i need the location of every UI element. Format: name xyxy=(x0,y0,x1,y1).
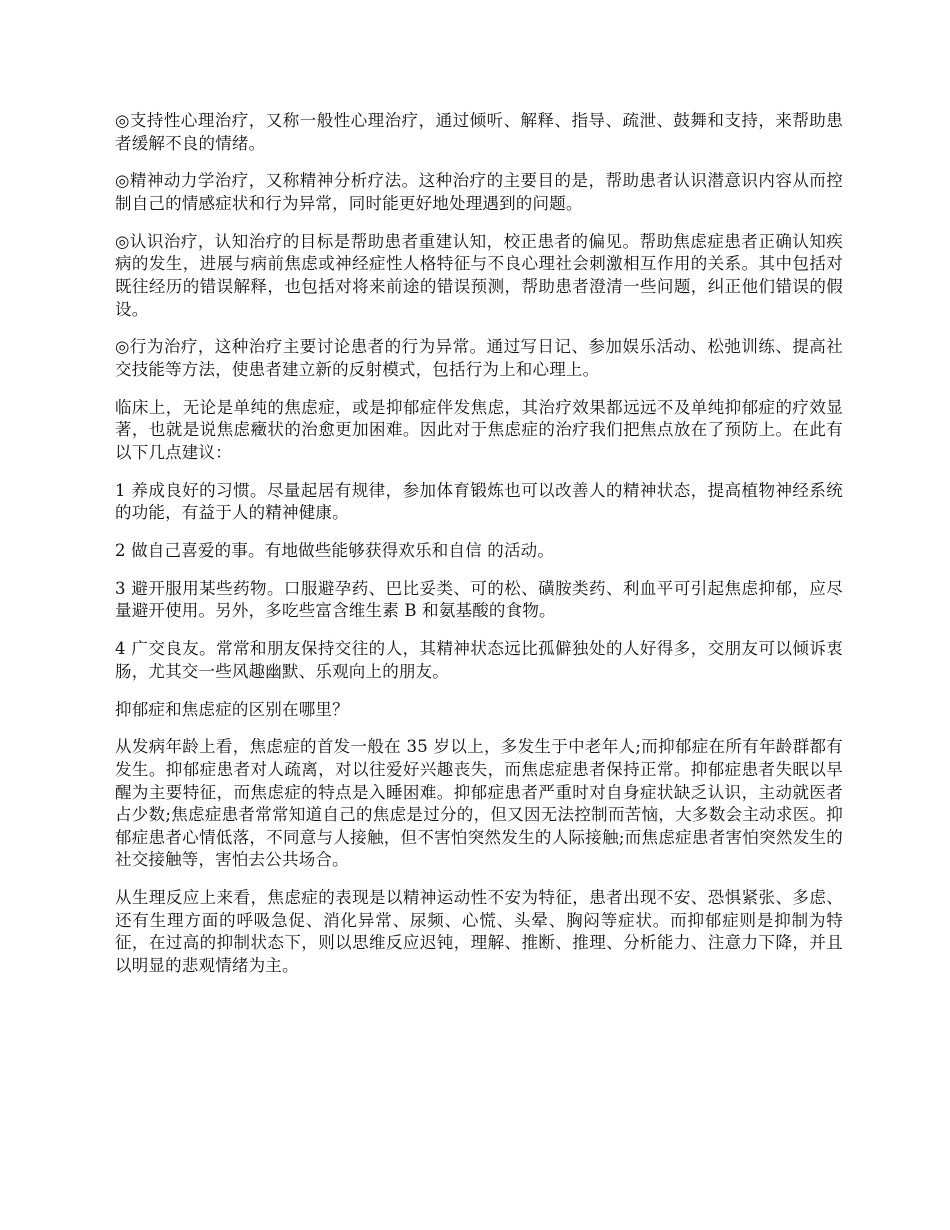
section-heading-difference: 抑郁症和焦虑症的区别在哪里？ xyxy=(115,699,349,719)
document-page xyxy=(115,110,843,993)
paragraph-clinical-prevention: 临床上，无论是单纯的焦虑症，或是抑郁症伴发焦虑，其治疗效果都远远不及单纯抑郁症的疗效显著，也就是说焦虑癥状的治愈更加困难。因此对于焦虑症的治疗我们把焦点放在了预防上。在此有以下几点建议： xyxy=(115,397,843,462)
paragraph-supportive-therapy: ◎支持性心理治疗，又称一般性心理治疗，通过倾听、解释、指导、疏泄、鼓舞和支持，来帮助患者缓解不良的情绪。 xyxy=(115,111,843,153)
paragraph-psychodynamic-therapy: ◎精神动力学治疗，又称精神分析疗法。这种治疗的主要目的是，帮助患者认识潜意识内容从而控制自己的情感症状和行为异常，同时能更好地处理遇到的问题。 xyxy=(115,171,843,213)
paragraph-tip-2: 2 做自己喜爱的事。有地做些能够获得欢乐和自信 的活动。 xyxy=(115,541,555,561)
paragraph-tip-1: 1 养成良好的习惯。尽量起居有规律，参加体育锻炼也可以改善人的精神状态，提高植物神经系统的功能，有益于人的精神健康。 xyxy=(115,480,843,523)
paragraph-onset-age: 从发病年龄上看，焦虑症的首发一般在 35 岁以上，多发生于中老年人;而抑郁症在所有年龄群都有发生。抑郁症患者对人疏离，对以往爱好兴趣丧失，而焦虑症患者保持正常。抑郁症患者失眠以早醒为主要特征，而焦虑症的特点是入睡困难。抑郁症患者严重时对自身症状缺乏认识，主动就医者占少数;焦虑症患者常常知道自己的焦虑是过分的，但又因无法控制而苦恼，大多数会主动求医。抑郁症患者心情低落，不同意与人接触，但不害怕突然发生的人际接触;而焦虑症患者害怕突然发生的社交接触等，害怕去公共场合。 xyxy=(115,737,843,870)
paragraph-tip-3: 3 避开服用某些药物。口服避孕药、巴比妥类、可的松、磺胺类药、利血平可引起焦虑抑郁，应尽量避开使用。另外，多吃些富含维生素 B 和氨基酸的食物。 xyxy=(115,578,843,621)
paragraph-tip-4: 4 广交良友。常常和朋友保持交往的人，其精神状态远比孤僻独处的人好得多，交朋友可以倾诉衷肠，尤其交一些风趣幽默、乐观向上的朋友。 xyxy=(115,639,843,681)
paragraph-behavior-therapy: ◎行为治疗，这种治疗主要讨论患者的行为异常。通过写日记、参加娱乐活动、松弛训练、提高社交技能等方法，使患者建立新的反射模式，包括行为上和心理上。 xyxy=(115,337,843,379)
paragraph-cognitive-therapy: ◎认识治疗，认知治疗的目标是帮助患者重建认知，校正患者的偏见。帮助焦虑症患者正确认知疾病的发生，进展与病前焦虑或神经症性人格特征与不良心理社会刺激相互作用的关系。其中包括对既往经历的错误解释，也包括对将来前途的错误预测，帮助患者澄清一些问题，纠正他们错误的假设。 xyxy=(115,231,843,319)
paragraph-physiological-response: 从生理反应上来看，焦虑症的表现是以精神运动性不安为特征，患者出现不安、恐惧紧张、多虑、还有生理方面的呼吸急促、消化异常、尿频、心慌、头晕、胸闷等症状。而抑郁症则是抑制为特征，在过高的抑制状态下，则以思维反应迟钝，理解、推断、推理、分析能力、注意力下降，并且以明显的悲观情绪为主。 xyxy=(115,888,843,975)
